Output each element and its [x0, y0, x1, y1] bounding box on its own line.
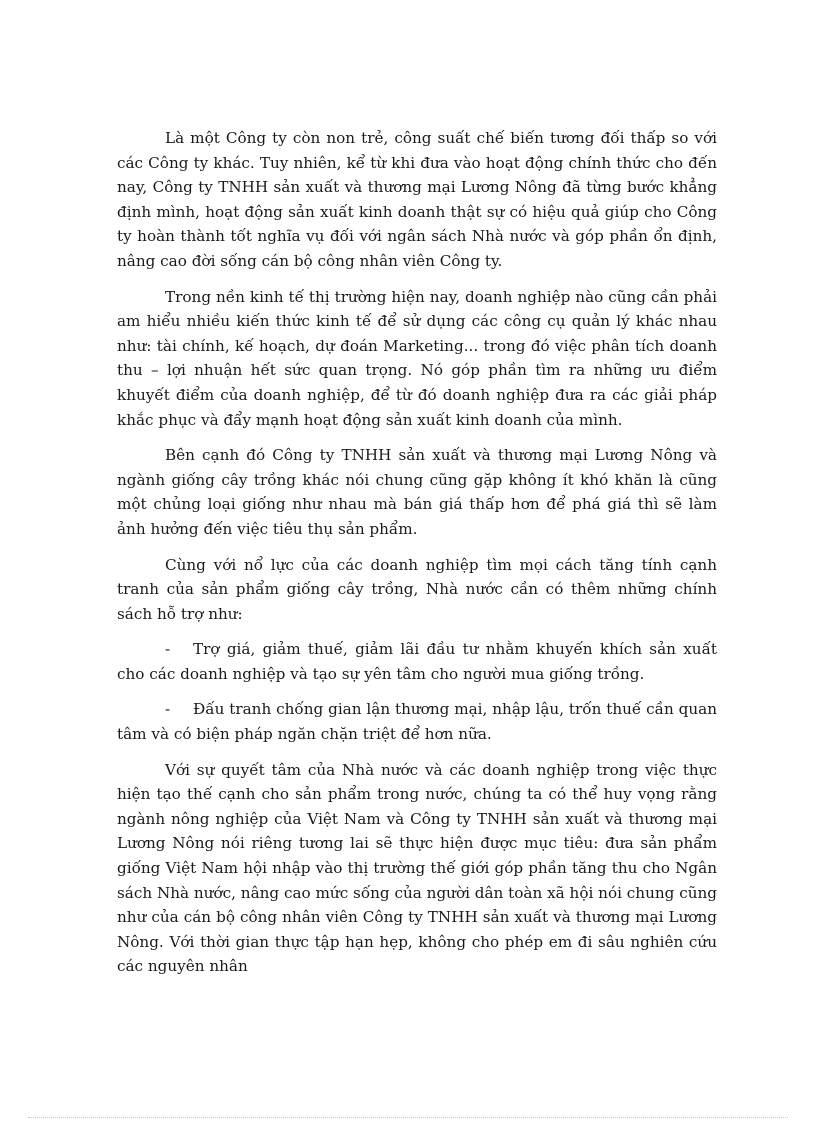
document-body	[117, 126, 717, 990]
bullet-text: Đấu tranh chống gian lận thương mại, nhập lậu, trốn thuế cần quan tâm và có biện pháp ngăn chặn triệt để hơn nữa.	[117, 700, 717, 744]
paragraph-closing: Với sự quyết tâm của Nhà nước và các doanh nghiệp trong việc thực hiện tạo thế cạnh cho sản phẩm trong nước, chúng ta có thể huy vọng rằng ngành nông nghiệp của Việt Nam và Công ty TNHH sản xuất và thương mại Lương Nông nói riêng tương lai sẽ thực hiện được mục tiêu: đưa sản phẩm giống Việt Nam hội nhập vào thị trường thế giới góp phần tăng thu cho Ngân sách Nhà nước, nâng cao mức sống của người dân toàn xã hội nói chung cũng như của cán bộ công nhân viên Công ty TNHH sản xuất và thương mại Lương Nông. Với thời gian thực tập hạn hẹp, không cho phép em đi sâu nghiên cứu các nguyên nhân	[117, 760, 717, 976]
bullet-item	[117, 697, 717, 746]
page-bottom-rule	[28, 1117, 788, 1118]
bullet-dash: -	[165, 700, 171, 719]
bullet-text: Trợ giá, giảm thuế, giảm lãi đầu tư nhằm khuyến khích sản xuất cho các doanh nghiệp và tạo sự yên tâm cho người mua giống trồng.	[117, 640, 717, 683]
paragraph-company-overview: Là một Công ty còn non trẻ, công suất chế biến tương đối thấp so với các Công ty khác. Tuy nhiên, kể từ khi đưa vào hoạt động chính thức cho đến nay, Công ty TNHH sản xuất và thương mại Lương Nông đã từng bước khẳng định mình, hoạt động sản xuất kinh doanh thật sự có hiệu quả giúp cho Công ty hoàn thành tốt nghĩa vụ đối với ngân sách Nhà nước và góp phần ổn định, nâng cao đời sống cán bộ công nhân viên Công ty.	[117, 129, 717, 270]
bullet-item	[117, 637, 717, 686]
bullet-dash: -	[165, 640, 171, 659]
paragraph-market-economy: Trong nền kinh tế thị trường hiện nay, doanh nghiệp nào cũng cần phải am hiểu nhiều kiến thức kinh tế để sử dụng các công cụ quản lý khác nhau như: tài chính, kế hoạch, dự đoán Marketing... trong đó việc phân tích doanh thu – lợi nhuận hết sức quan trọng. Nó góp phần tìm ra những ưu điểm khuyết điểm của doanh nghiệp, để từ đó doanh nghiệp đưa ra các giải pháp khắc phục và đẩy mạnh hoạt động sản xuất kinh doanh của mình.	[117, 287, 717, 429]
paragraph-difficulties: Bên cạnh đó Công ty TNHH sản xuất và thương mại Lương Nông và ngành giống cây trồng khác nói chung cũng gặp không ít khó khăn là cũng một chủng loại giống như nhau mà bán giá thấp hơn để phá giá thì sẽ làm ảnh hưởng đến việc tiêu thụ sản phẩm.	[117, 446, 717, 538]
paragraph-state-support: Cùng với nổ lực của các doanh nghiệp tìm mọi cách tăng tính cạnh tranh của sản phẩm giống cây trồng, Nhà nước cần có thêm những chính sách hỗ trợ như:	[117, 555, 717, 623]
